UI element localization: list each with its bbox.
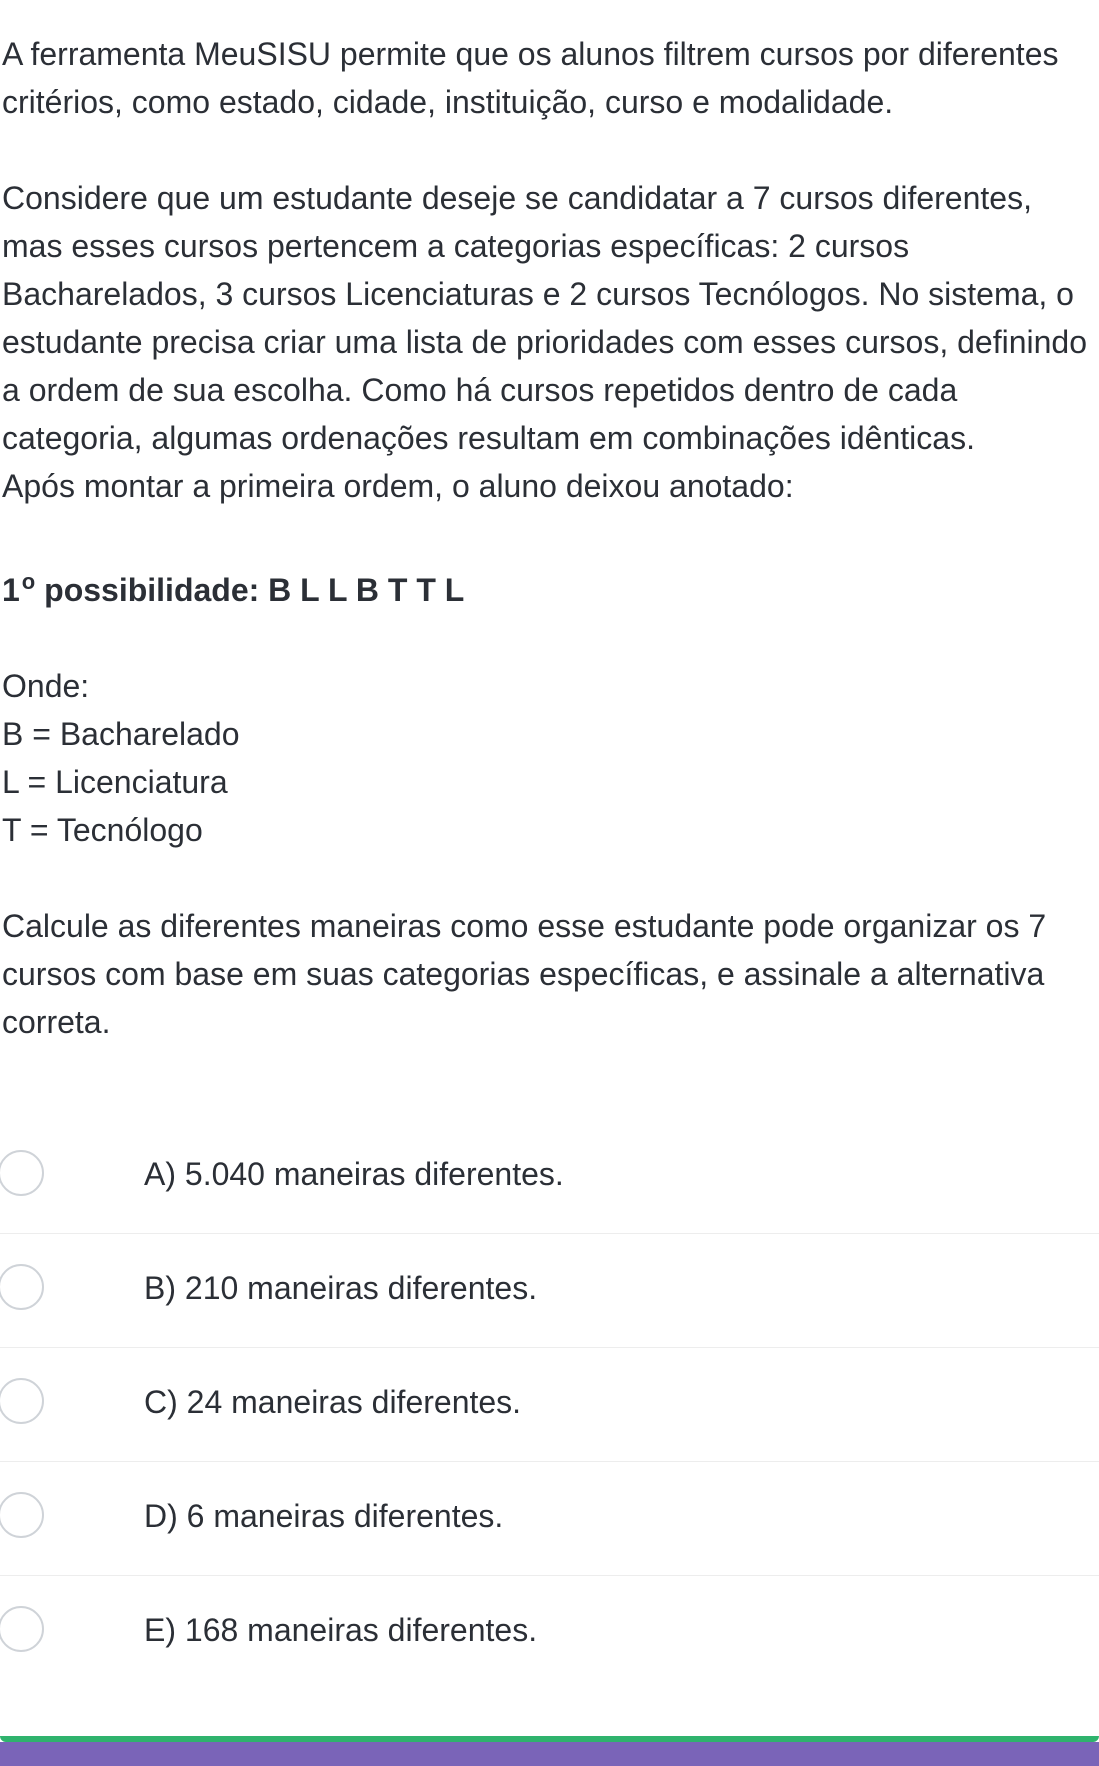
radio-button-icon[interactable] [0, 1378, 44, 1424]
option-label: B) 210 maneiras diferentes. [144, 1270, 538, 1306]
legend-bacharelado: B = Bacharelado [2, 716, 240, 752]
option-c[interactable] [0, 1348, 1099, 1462]
radio-button-icon[interactable] [0, 1264, 44, 1310]
option-label: D) 6 maneiras diferentes. [144, 1498, 504, 1534]
radio-button-icon[interactable] [0, 1492, 44, 1538]
answer-options [0, 1120, 1099, 1690]
question-paragraph-scenario: Considere que um estudante deseje se candidatar a 7 cursos diferentes, mas esses cursos pertencem a categorias específicas: 2 cursos Bacharelados, 3 cursos Licenciaturas e 2 cursos Tecnólogos. No sistema, o estudante precisa criar uma lista de prioridades com esses cursos, definindo a ordem de sua escolha. Como há cursos repetidos dentro de cada categoria, algumas ordenações resultam em combinações idênticas. [2, 180, 1087, 456]
legend-tecnologo: T = Tecnólogo [2, 812, 203, 848]
possibility-line [2, 558, 1092, 614]
possibility-number: 1 [2, 572, 20, 608]
radio-button-icon[interactable] [0, 1606, 44, 1652]
question-text [2, 30, 1092, 1046]
option-d[interactable] [0, 1462, 1099, 1576]
question-paragraph-instruction: Calcule as diferentes maneiras como esse estudante pode organizar os 7 cursos com base em suas categorias específicas, e assinale a alternativa correta. [2, 908, 1047, 1040]
option-label: E) 168 maneiras diferentes. [144, 1612, 538, 1648]
option-b[interactable] [0, 1234, 1099, 1348]
option-label: C) 24 maneiras diferentes. [144, 1384, 522, 1420]
option-e[interactable] [0, 1576, 1099, 1690]
question-paragraph-note: Após montar a primeira ordem, o aluno deixou anotado: [2, 468, 794, 504]
option-label: A) 5.040 maneiras diferentes. [144, 1156, 564, 1192]
question-paragraph-intro: A ferramenta MeuSISU permite que os alunos filtrem cursos por diferentes critérios, como estado, cidade, instituição, curso e modalidade. [2, 36, 1059, 120]
possibility-ordinal: o [21, 569, 36, 594]
radio-button-icon[interactable] [0, 1150, 44, 1196]
legend-licenciatura: L = Licenciatura [2, 764, 228, 800]
legend-title: Onde: [2, 668, 90, 704]
possibility-text: possibilidade: B L L B T T L [44, 572, 465, 608]
option-a[interactable] [0, 1120, 1099, 1234]
bottom-bar [0, 1742, 1099, 1766]
